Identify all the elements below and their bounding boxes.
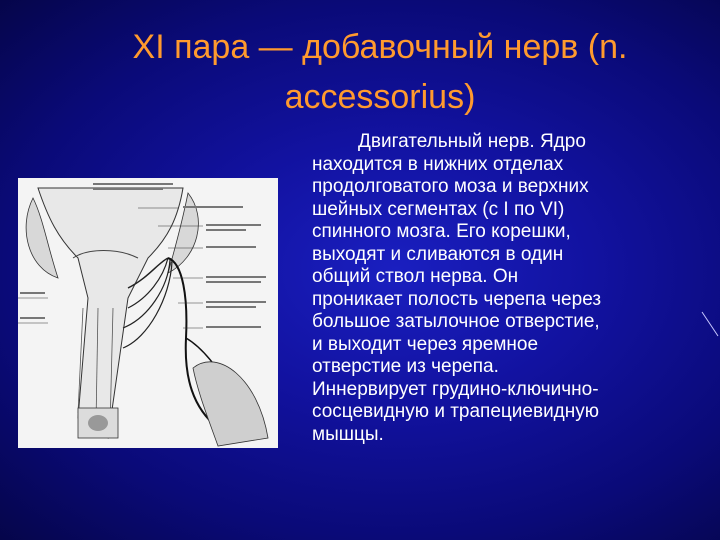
body-line: выходят и сливаются в один xyxy=(312,243,564,265)
body-line: большое затылочное отверстие, xyxy=(312,311,600,332)
body-line: отверстие из черепа. xyxy=(312,356,499,377)
body-line: сосцевидную и трапециевидную xyxy=(312,401,600,422)
body-line: спинного мозга. Его корешки, xyxy=(312,221,571,242)
anatomy-diagram xyxy=(18,178,278,448)
decorative-line xyxy=(700,310,720,340)
slide-title-line-2: accessorius) xyxy=(284,78,476,116)
body-line: Иннервирует грудино-ключично- xyxy=(312,378,599,400)
slide-title xyxy=(60,22,700,122)
body-line: продолговатого моза и верхних xyxy=(312,176,589,197)
body-line: Двигательный нерв. Ядро xyxy=(358,131,586,152)
body-line: общий ствол нерва. Он xyxy=(312,266,519,287)
slide-title-line-1: XI пара — добавочный нерв (n. xyxy=(132,28,628,66)
accessory-nerve-illustration xyxy=(18,178,278,448)
body-line: и выходит через яремное xyxy=(312,333,539,355)
body-line: проникает полость черепа через xyxy=(312,288,602,310)
body-line: мышцы. xyxy=(312,423,384,445)
slide-body-text xyxy=(312,131,702,446)
body-line: находится в нижних отделах xyxy=(312,153,564,175)
body-line: шейных сегментах (с I по VI) xyxy=(312,198,565,220)
